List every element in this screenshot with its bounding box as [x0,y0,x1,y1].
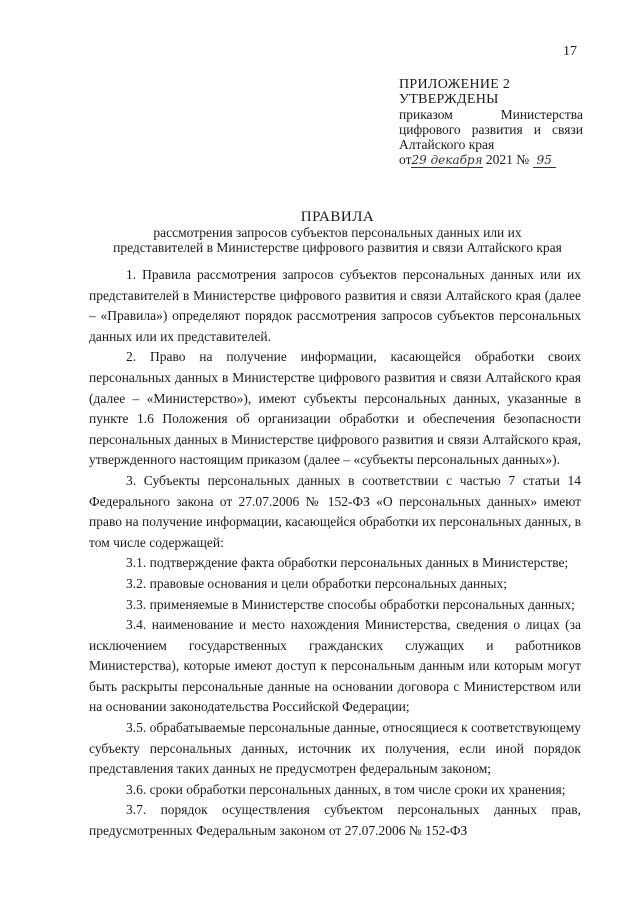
paragraph-3-2: 3.2. правовые основания и цели обработки персональных данных; [126,575,507,591]
order-year: 2021 № [485,152,530,167]
paragraph-3-4: 3.4. наименование и место нахождения Министерства, сведения о лицах (за исключением государственных гражданских служащих и работников Министерства), которые имеют доступ к персональным данным или которым могут быть раскрыты персональные данные на основании договора с Министерством или на основании законодательства Российской Федерации; [89,617,581,715]
paragraph-3-6: 3.6. сроки обработки персональных данных, в том числе сроки их хранения; [126,781,566,797]
title-subtitle-line-1: рассмотрения запросов субъектов персональных данных или их [153,225,522,240]
title-subtitle-line-2: представителей в Министерстве цифрового развития и связи Алтайского края [113,240,562,255]
paragraph-2: 2. Право на получение информации, касающейся обработки своих персональных данных в Министерстве цифрового развития и связи Алтайского края (далее – «Министерство»), имеют субъекты персональных данных, указанные в пункте 1.6 Положения об организации обработки и обеспечения безопасности персональных данных в Министерстве цифрового развития и связи Алтайского края, утвержденного настоящим приказом (далее – «субъекты персональных данных»). [89,349,581,468]
handwritten-order-number: 95 [533,153,556,168]
paragraph-3-1: 3.1. подтверждение факта обработки персональных данных в Министерстве; [126,555,569,571]
handwritten-date: 29 декабря [411,153,483,167]
appendix-label: ПРИЛОЖЕНИЕ 2 [399,77,511,92]
approved-label: УТВЕРЖДЕНЫ [399,92,499,107]
paragraph-3: 3. Субъекты персональных данных в соответствии с частью 7 статьи 14 Федерального закона от 27.07.2006 № 152-ФЗ «О персональных данных» имеют право на получение информации, касающейся обработки их персональных данных, в том числе содержащей: [89,472,581,550]
document-body [89,265,581,842]
paragraph-3-5: 3.5. обрабатываемые персональные данные, относящиеся к соответствующему субъекту персональных данных, источник их получения, если иной порядок представления таких данных не предусмотрен федеральным законом; [89,720,581,777]
document-title [90,210,585,255]
approval-line-1: приказом Министерства [399,107,583,122]
order-date-line [399,152,583,168]
approval-line-3: Алтайского края [399,137,495,152]
approval-line-2: цифрового развития и связи [399,122,583,137]
from-label: от [399,152,412,167]
paragraph-1: 1. Правила рассмотрения запросов субъектов персональных данных или их представителей в Министерстве цифрового развития и связи Алтайского края (далее – «Правила») определяют порядок рассмотрения запросов субъектов персональных данных или их представителей. [89,267,581,344]
page-number: 17 [563,44,577,59]
paragraph-3-3: 3.3. применяемые в Министерстве способы обработки персональных данных; [126,596,575,612]
approval-block [399,77,583,168]
title-heading: ПРАВИЛА [300,209,375,225]
paragraph-3-7: 3.7. порядок осуществления субъектом персональных данных прав, предусмотренных Федеральным законом от 27.07.2006 № 152-ФЗ [89,802,581,839]
